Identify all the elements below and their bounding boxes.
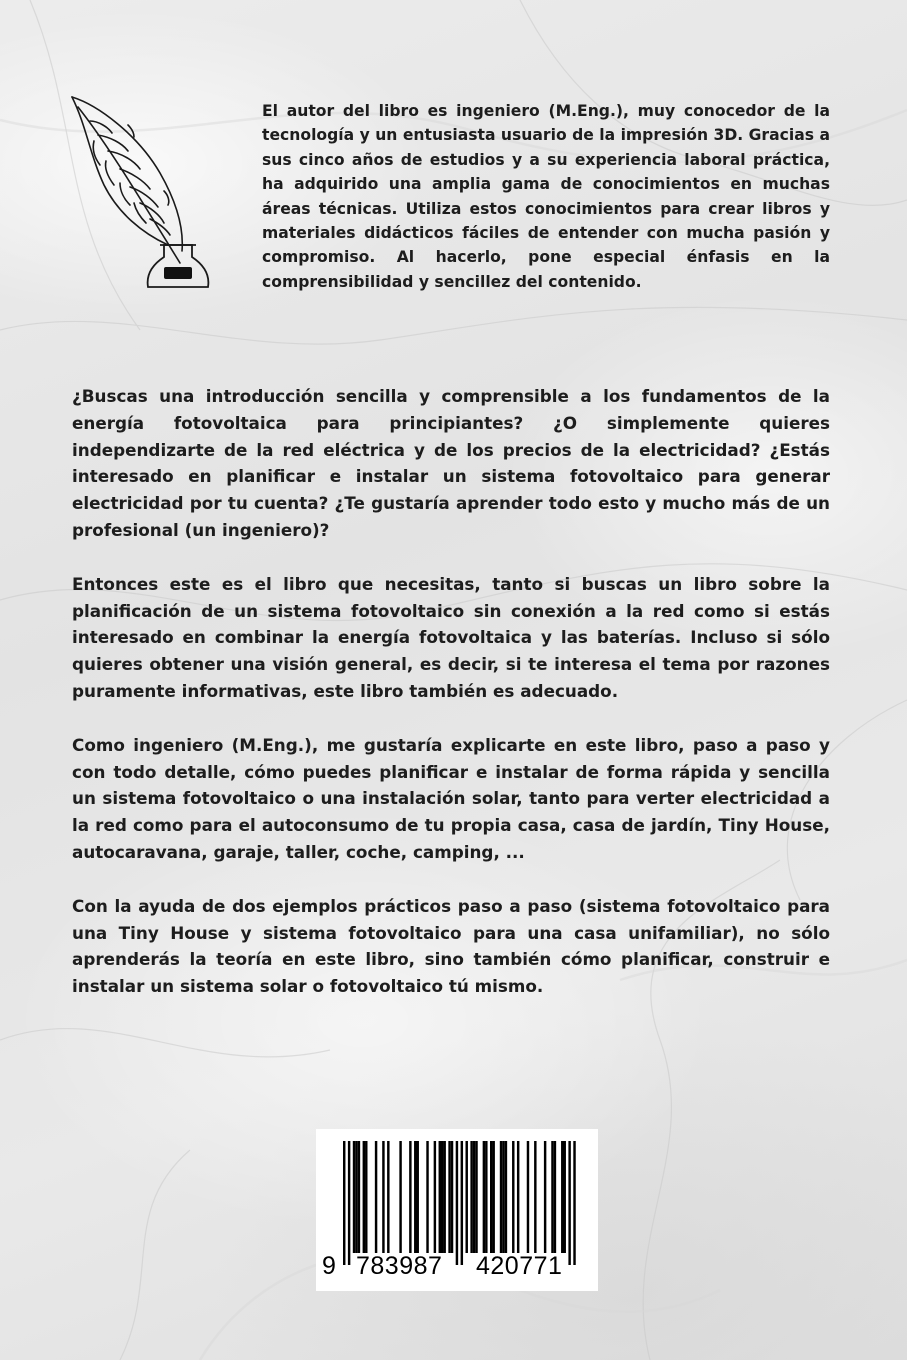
barcode-bar	[561, 1141, 563, 1253]
barcode-bar	[363, 1141, 365, 1253]
barcode-bar	[387, 1141, 389, 1253]
barcode-bar	[353, 1141, 355, 1253]
barcode-bar	[448, 1141, 450, 1253]
barcode-bar	[512, 1141, 514, 1253]
barcode-bar	[475, 1141, 477, 1253]
barcode-bar	[343, 1141, 345, 1265]
barcode-bar	[500, 1141, 502, 1253]
barcode-bar	[483, 1141, 485, 1253]
description-paragraph-3: Como ingeniero (M.Eng.), me gustaría explicarte en este libro, paso a paso y con todo detalle, cómo puedes planificar e instalar de forma rápida y sencilla un sistema fotovoltaico o una instalación solar, tanto para verter electricidad a la red como para el autoconsumo de tu propia casa, casa de jardín, Tiny House, autocaravana, garaje, taller, coche, camping, ...	[72, 734, 830, 862]
quill-and-inkwell-icon	[68, 95, 218, 300]
isbn-right-group: 420771	[476, 1252, 563, 1280]
barcode-bar	[534, 1141, 536, 1253]
barcode-bar	[358, 1141, 360, 1253]
barcode-bar	[527, 1141, 529, 1253]
barcode-bar	[434, 1141, 436, 1253]
barcode-bar	[441, 1141, 443, 1253]
barcode-bar	[382, 1141, 384, 1253]
description-paragraph-2: Entonces este es el libro que necesitas, tanto si buscas un libro sobre la planificación de un sistema fotovoltaico sin conexión a la red como si estás interesado en combinar la energía fotovoltaica y las baterías. Incluso si sólo quieres obtener una visión general, es decir, si te interesa el tema por razones puramente informativas, este libro también es adecuado.	[72, 573, 830, 701]
barcode-bar	[461, 1141, 463, 1265]
barcode-bar	[417, 1141, 419, 1253]
barcode-bar	[451, 1141, 453, 1253]
barcode-bar	[466, 1141, 468, 1253]
barcode-bar	[517, 1141, 519, 1253]
barcode-bar	[492, 1141, 494, 1253]
isbn-left-group: 783987	[356, 1252, 443, 1280]
barcode-bar	[348, 1141, 350, 1265]
barcode-bar	[485, 1141, 487, 1253]
barcode-bar	[399, 1141, 401, 1253]
barcode-bar	[365, 1141, 367, 1253]
barcode-bar	[490, 1141, 492, 1253]
barcode-bar	[355, 1141, 357, 1253]
barcode-bar	[473, 1141, 475, 1253]
book-description	[72, 383, 830, 1027]
barcode-bar	[573, 1141, 575, 1265]
barcode-bar	[439, 1141, 441, 1253]
barcode-bar	[505, 1141, 507, 1253]
barcode-bar	[551, 1141, 553, 1253]
description-paragraph-4: Con la ayuda de dos ejemplos prácticos paso a paso (sistema fotovoltaico para una Tiny House y sistema fotovoltaico para una casa unifamiliar), no sólo aprenderás la teoría en este libro, sino también cómo planificar, construir e instalar un sistema solar o fotovoltaico tú mismo.	[72, 895, 830, 997]
barcode-bar	[502, 1141, 504, 1253]
barcode-bar	[564, 1141, 566, 1253]
barcode-bar	[414, 1141, 416, 1253]
author-bio: El autor del libro es ingeniero (M.Eng.), muy conocedor de la tecnología y un entusiasta usuario de la impresión 3D. Gracias a sus cinco años de estudios y a su experiencia laboral práctica, ha adquirido una amplia gama de conocimientos en muchas áreas técnicas. Utiliza estos conocimientos para crear libros y materiales didácticos fáciles de entender con mucha pasión y compromiso. Al hacerlo, pone especial énfasis en la comprensibilidad y sencillez del contenido.	[262, 102, 830, 291]
barcode-bar	[554, 1141, 556, 1253]
barcode-bar	[456, 1141, 458, 1265]
barcode-bar	[409, 1141, 411, 1253]
barcode-bar	[443, 1141, 445, 1253]
isbn-prefix-digit: 9	[322, 1252, 337, 1280]
isbn-barcode	[316, 1129, 598, 1291]
barcode-bar	[426, 1141, 428, 1253]
barcode-bar	[544, 1141, 546, 1253]
barcode-bar	[470, 1141, 472, 1253]
barcode-bar	[568, 1141, 570, 1265]
barcode-bar	[375, 1141, 377, 1253]
description-paragraph-1: ¿Buscas una introducción sencilla y comprensible a los fundamentos de la energía fotovoltaica para principiantes? ¿O simplemente quieres independizarte de la red eléctrica y de los precios de la electricidad? ¿Estás interesado en planificar e instalar un sistema fotovoltaico para generar electricidad por tu cuenta? ¿Te gustaría aprender todo esto y mucho más de un profesional (un ingeniero)?	[72, 386, 830, 540]
